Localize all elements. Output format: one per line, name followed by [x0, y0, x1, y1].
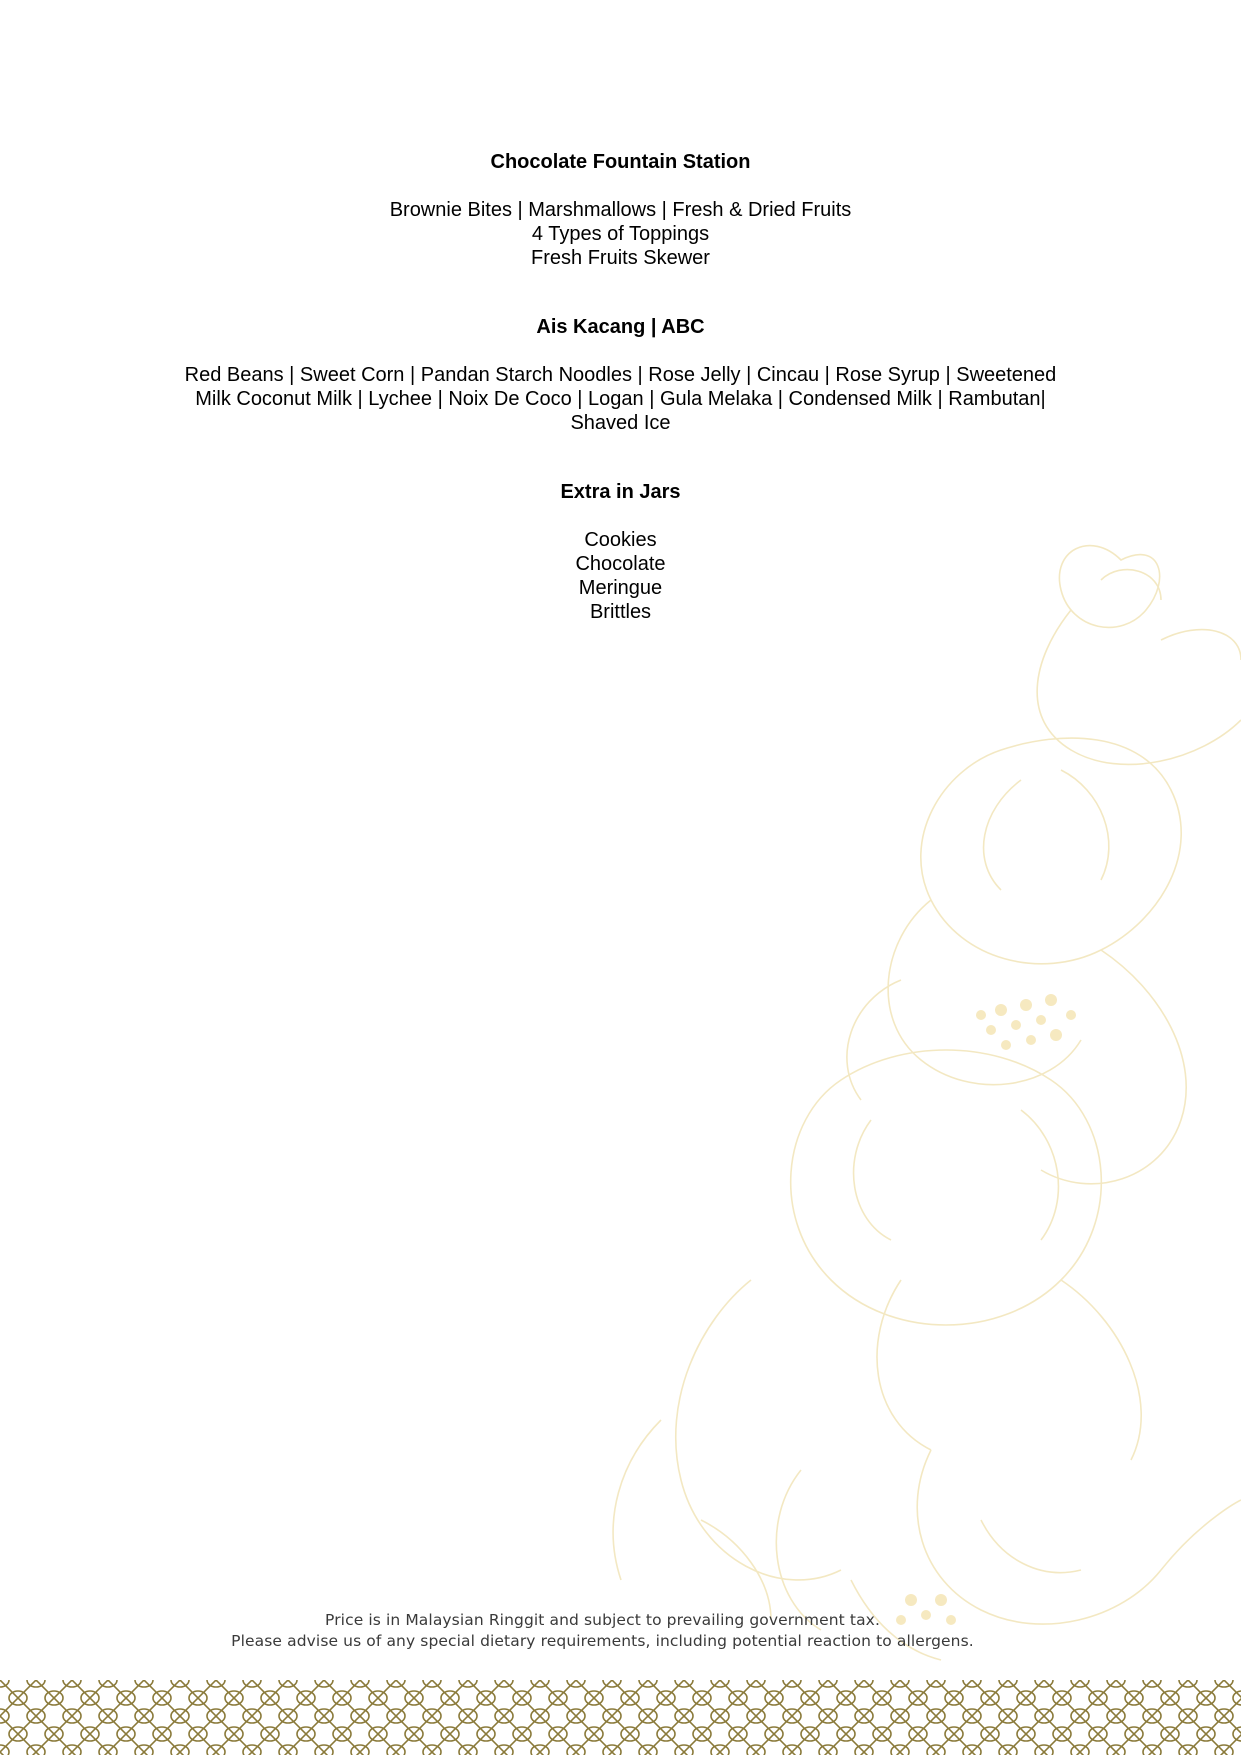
- item-line: Brownie Bites | Marshmallows | Fresh & Dried Fruits: [389, 199, 852, 221]
- item-line: Fresh Fruits Skewer: [531, 247, 710, 269]
- section-items: [0, 528, 1241, 624]
- section-chocolate-fountain: [0, 150, 1241, 270]
- section-items: [0, 198, 1241, 270]
- item-line: Red Beans | Sweet Corn | Pandan Starch Noodles | Rose Jelly | Cincau | Rose Syrup | Sweetened: [184, 364, 1057, 386]
- section-title: Ais Kacang | ABC: [536, 316, 705, 338]
- lattice-pattern-icon: [0, 1680, 1241, 1755]
- section-ais-kacang: [0, 315, 1241, 435]
- item-line: Chocolate: [575, 553, 666, 575]
- item-line: Milk Coconut Milk | Lychee | Noix De Coco | Logan | Gula Melaka | Condensed Milk | Rambutan|: [195, 388, 1046, 410]
- item-line: 4 Types of Toppings: [531, 223, 710, 245]
- section-title: Chocolate Fountain Station: [490, 151, 751, 173]
- item-line: Meringue: [578, 577, 663, 599]
- section-extra-in-jars: [0, 480, 1241, 624]
- section-title: Extra in Jars: [560, 481, 681, 503]
- item-line: Brittles: [589, 601, 652, 623]
- footer-tax-note: Price is in Malaysian Ringgit and subject to prevailing government tax.: [325, 1611, 880, 1629]
- item-line: Cookies: [584, 529, 657, 551]
- footer-notice: [0, 1610, 1205, 1652]
- section-items: [0, 363, 1241, 435]
- item-line: Shaved Ice: [570, 412, 671, 434]
- floral-background-icon: [601, 520, 1241, 1680]
- footer-allergen-note: Please advise us of any special dietary requirements, including potential reaction to allergens.: [231, 1632, 974, 1650]
